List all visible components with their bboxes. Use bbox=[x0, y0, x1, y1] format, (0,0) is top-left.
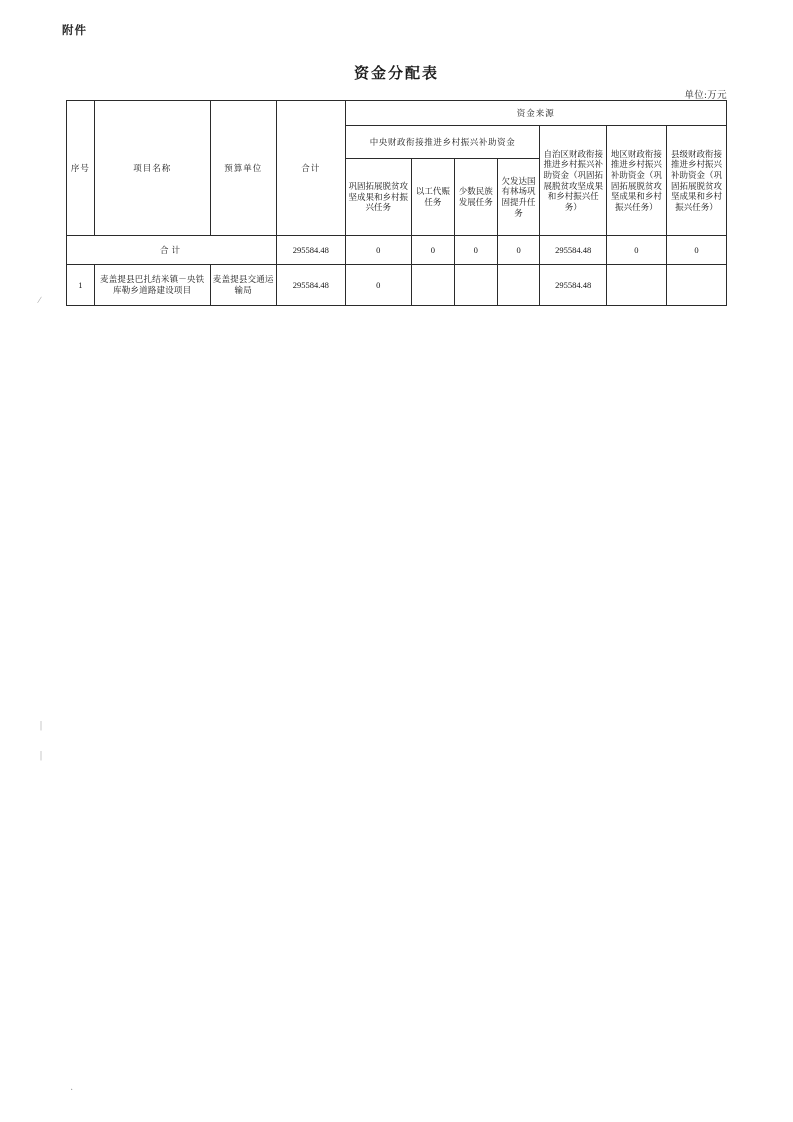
page-title: 资金分配表 bbox=[353, 66, 439, 82]
header-county-fund-label: 县级财政衔接推进乡村振兴补助资金（巩固拓展脱贫攻坚成果和乡村振兴任务） bbox=[670, 148, 722, 212]
table-row bbox=[67, 265, 727, 306]
row-county bbox=[666, 265, 726, 306]
header-central-sub-2-label: 以工代赈任务 bbox=[415, 186, 450, 207]
attachment-label: 附件 bbox=[62, 25, 87, 37]
fund-allocation-table bbox=[66, 100, 727, 306]
table-row-total bbox=[67, 236, 727, 265]
header-central-group: 中央财政衔接推进乡村振兴补助资金 bbox=[345, 126, 540, 159]
total-row-central-4: 0 bbox=[497, 236, 540, 265]
row-central-3 bbox=[454, 265, 497, 306]
header-seq-label: 序号 bbox=[70, 162, 90, 173]
table-header-row-1 bbox=[67, 101, 727, 126]
header-prefecture-fund-label: 地区财政衔接推进乡村振兴补助资金（巩固拓展脱贫攻坚成果和乡村振兴任务） bbox=[610, 148, 662, 212]
row-project-name: 麦盖提县巴扎结米镇－央铁库勒乡道路建设项目 bbox=[94, 265, 210, 306]
row-central-4 bbox=[497, 265, 540, 306]
scan-artifact-mark: | bbox=[40, 720, 43, 731]
unit-note: 单位:万元 bbox=[684, 91, 727, 101]
row-prefecture bbox=[606, 265, 666, 306]
row-budget-unit: 麦盖提县交通运输局 bbox=[210, 265, 276, 306]
total-row-total: 295584.48 bbox=[276, 236, 345, 265]
total-row-prefecture: 0 bbox=[606, 236, 666, 265]
scan-artifact-mark: · bbox=[70, 1085, 74, 1096]
total-row-label: 合计 bbox=[67, 236, 277, 265]
total-row-county: 0 bbox=[666, 236, 726, 265]
header-province-fund-label: 自治区财政衔接推进乡村振兴补助资金（巩固拓展脱贫攻坚成果和乡村振兴任务） bbox=[543, 148, 603, 212]
row-seq: 1 bbox=[67, 265, 95, 306]
header-prefecture-fund bbox=[606, 126, 666, 236]
header-project-name: 项目名称 bbox=[94, 101, 210, 236]
header-central-sub-3-label: 少数民族发展任务 bbox=[458, 186, 493, 207]
header-central-sub-4 bbox=[497, 159, 540, 236]
header-source-group: 资金来源 bbox=[345, 101, 726, 126]
total-row-central-1: 0 bbox=[345, 236, 411, 265]
header-central-sub-1 bbox=[345, 159, 411, 236]
total-row-central-3: 0 bbox=[454, 236, 497, 265]
header-seq bbox=[67, 101, 95, 236]
header-central-sub-3 bbox=[454, 159, 497, 236]
row-central-1: 0 bbox=[345, 265, 411, 306]
scan-artifact-mark: / bbox=[36, 294, 43, 307]
header-central-sub-2 bbox=[411, 159, 454, 236]
row-central-2 bbox=[411, 265, 454, 306]
header-central-sub-4-label: 欠发达国有林场巩固提升任务 bbox=[501, 175, 536, 218]
total-row-central-2: 0 bbox=[411, 236, 454, 265]
row-total: 295584.48 bbox=[276, 265, 345, 306]
row-province: 295584.48 bbox=[540, 265, 606, 306]
header-province-fund bbox=[540, 126, 606, 236]
header-total: 合计 bbox=[276, 101, 345, 236]
header-county-fund bbox=[666, 126, 726, 236]
header-central-sub-1-label: 巩固拓展脱贫攻坚成果和乡村振兴任务 bbox=[348, 181, 408, 213]
scan-artifact-mark: | bbox=[40, 750, 43, 761]
total-row-province: 295584.48 bbox=[540, 236, 606, 265]
header-budget-unit: 预算单位 bbox=[210, 101, 276, 236]
